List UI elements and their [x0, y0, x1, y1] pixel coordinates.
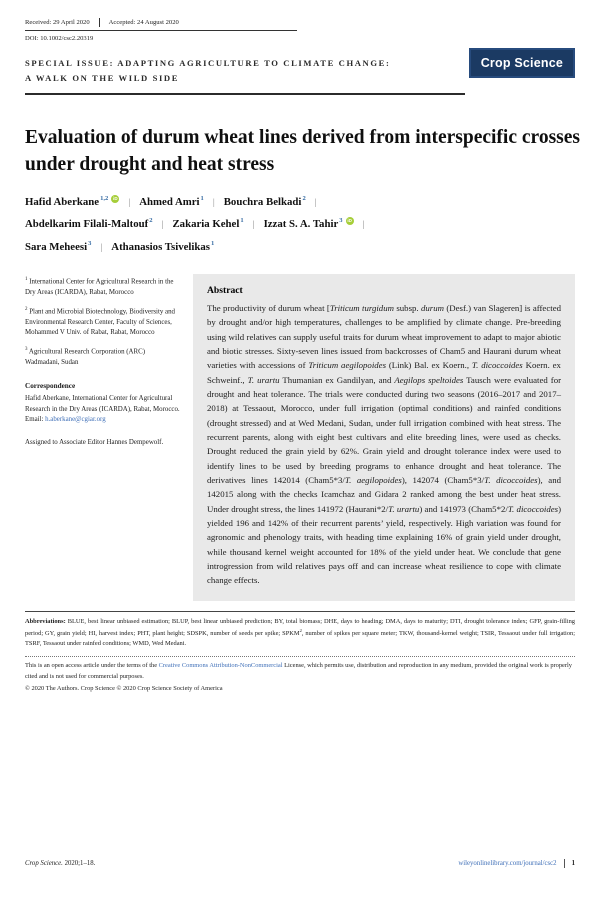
author-name: Ahmed Amri$^1$: [139, 195, 204, 208]
author-separator: |: [161, 220, 164, 231]
affiliation-item: $^2$ Plant and Microbial Biotechnology, Biodiversity and Environmental Research Center, Faculty of Sciences, Mohammed V Univ. of Rabat, Rabat, Morocco: [25, 306, 175, 337]
author-name: Izzat S. A. Tahir$^3$: [263, 217, 343, 231]
license-link[interactable]: Creative Commons Attribution-NonCommercial: [158, 662, 283, 670]
author-separator: |: [128, 197, 131, 208]
email-label: Email:: [25, 416, 46, 424]
divider: [564, 859, 565, 868]
special-issue-heading: [25, 56, 465, 95]
author-list: [25, 191, 575, 258]
email-line: [25, 415, 181, 426]
special-issue-line1: SPECIAL ISSUE: ADAPTING AGRICULTURE TO CLIMATE CHANGE:: [25, 58, 391, 68]
author-name: Sara Meheesi$^3$: [25, 239, 92, 253]
accepted-date: Accepted: 24 August 2020: [108, 19, 179, 26]
journal-name: Crop Science.: [25, 860, 63, 867]
author-name: Hafid Aberkane$^{1,2}$: [25, 195, 109, 208]
editor-note: Assigned to Associate Editor Hannes Dempewolf.: [25, 439, 164, 447]
author-separator: |: [212, 197, 215, 208]
abstract-heading: Abstract: [207, 285, 243, 296]
dotted-divider: [25, 656, 575, 657]
orcid-icon[interactable]: iD: [347, 218, 352, 224]
correspondence-text: Hafid Aberkane, International Center for Agricultural Research in the Dry Areas (ICARDA), Rabat, Morocco.: [25, 394, 180, 413]
author-name: Bouchra Belkadi$^2$: [223, 195, 306, 208]
citation-rest: 2020;1–18.: [62, 860, 96, 867]
abstract-box: [193, 274, 575, 601]
email-link[interactable]: h.aberkane@cgiar.org: [45, 416, 106, 424]
journal-url-link[interactable]: wileyonlinelibrary.com/journal/csc2: [458, 860, 557, 867]
citation: [25, 860, 95, 867]
author-separator: |: [314, 197, 317, 208]
open-access-statement: This is an open access article under the terms of the Creative Commons Attribution-NonCommercial License, which permits use, distribution and reproduction in any medium, provided the original work is properly cited and is not used for commercial purposes.: [25, 662, 572, 680]
received-accepted-line: [25, 18, 297, 31]
left-sidebar: [25, 274, 181, 449]
affiliation-item: $^3$ Agricultural Research Corporation (ARC) Wadmadani, Sudan: [25, 347, 145, 367]
affiliation-list: [25, 276, 181, 369]
abstract-text: The productivity of durum wheat [Triticum turgidum subsp. durum (Desf.) van Slageren] is affected by drought and/or high temperatures, challenges to be amplified by climate change. Pre-breeding using wild relatives can supply useful traits for durum wheat improvement to adapt to major abiotic and biotic stresses. Sixty-seven lines issued from backcrosses of Cham5 and Haurani durum wheat varieties with accessions of Triticum aegilopoides (Link) Bal. ex Koern., T. dicoccoides Koern. ex Schweinf., T. urartu Thumanian ex Gandilyan, and Aegilops speltoides Tausch were evaluated for drought and heat tolerance. The trials were conducted during two seasons (2016–2017 and 2017–2018) at Tessaout, Morocco, under full irrigation (optimal conditions) and rainfed conditions (drought stressed) and at Wed Medani, Sudan, under full irrigation combined with heat stress. The recurrent parents, along with eight best cultivars and elite breeding lines, were used as checks. Drought reduced the grain yield by 62%. Grain yield and drought tolerance index were used to identify lines to be used by breeding programs to enhance drought and heat tolerance. The derivatives lines 142014 (Cham5*3/T. aegilopoides), 142074 (Cham5*3/T. dicoccoides), and 142015 along with the checks Icamchaz and Gidara 2 ranked among the best under heat stress. Under drought stress, the lines 141972 (Haurani*2/T. urartu) and 141973 (Cham5*2/T. dicoccoides) yielded 196 and 142% of their recurrent parents’ yield, respectively. High variation was found for agronomic and phenology traits, with heading time explaining 16% of grain yield under drought, while thousand kernel weight accounted for 18% of the yield under heat. We conclude that gene introgression from wild relatives pays off and can increase wheat resilience to cope with climate change effects.: [207, 303, 562, 586]
author-name: Zakaria Kehel$^1$: [172, 217, 244, 231]
special-issue-line2: A WALK ON THE WILD SIDE: [25, 73, 180, 84]
divider: [99, 18, 100, 27]
correspondence-heading: Correspondence: [25, 381, 76, 390]
abbreviations: Abbreviations: BLUE, best linear unbiased estimation; BLUP, best linear unbiased prediction; BY, total biomass; DHE, days to heading; DMA, days to maturity; DTI, drought tolerance index; GFP, grain-filling period; GY, grain yield; HI, harvest index; PHT, plant height; SDSPK, number of seeds per spike; SPKM$^2$, number of spikes per square meter; TKW, thousand-kernel weight; TSIR, Tessaout under full irrigation; TSRF, Tessaout under rainfed conditions; WMD, Wed Medani.: [25, 611, 575, 650]
received-date: Received: 29 April 2020: [25, 19, 90, 26]
doi-line: DOI: 10.1002/csc2.20319: [25, 35, 94, 42]
affiliation-item: $^1$ International Center for Agricultural Research in the Dry Areas (ICARDA), Rabat, Morocco: [25, 277, 174, 296]
author-separator: |: [100, 242, 103, 253]
article-title: Evaluation of durum wheat lines derived from interspecific crosses under drought and heat stress: [25, 127, 580, 176]
orcid-icon[interactable]: iD: [113, 196, 118, 201]
author-name: Abdelkarim Filali-Maltouf$^2$: [25, 217, 153, 231]
journal-logo-badge: Crop Science: [469, 48, 575, 78]
author-name: Athanasios Tsivelikas$^1$: [111, 239, 215, 253]
copyright-line: © 2020 The Authors. Crop Science © 2020 Crop Science Society of America: [25, 684, 223, 692]
page-footer: [25, 859, 575, 868]
author-separator: |: [362, 220, 365, 231]
author-separator: |: [252, 220, 255, 231]
page-number: 1: [571, 860, 575, 867]
